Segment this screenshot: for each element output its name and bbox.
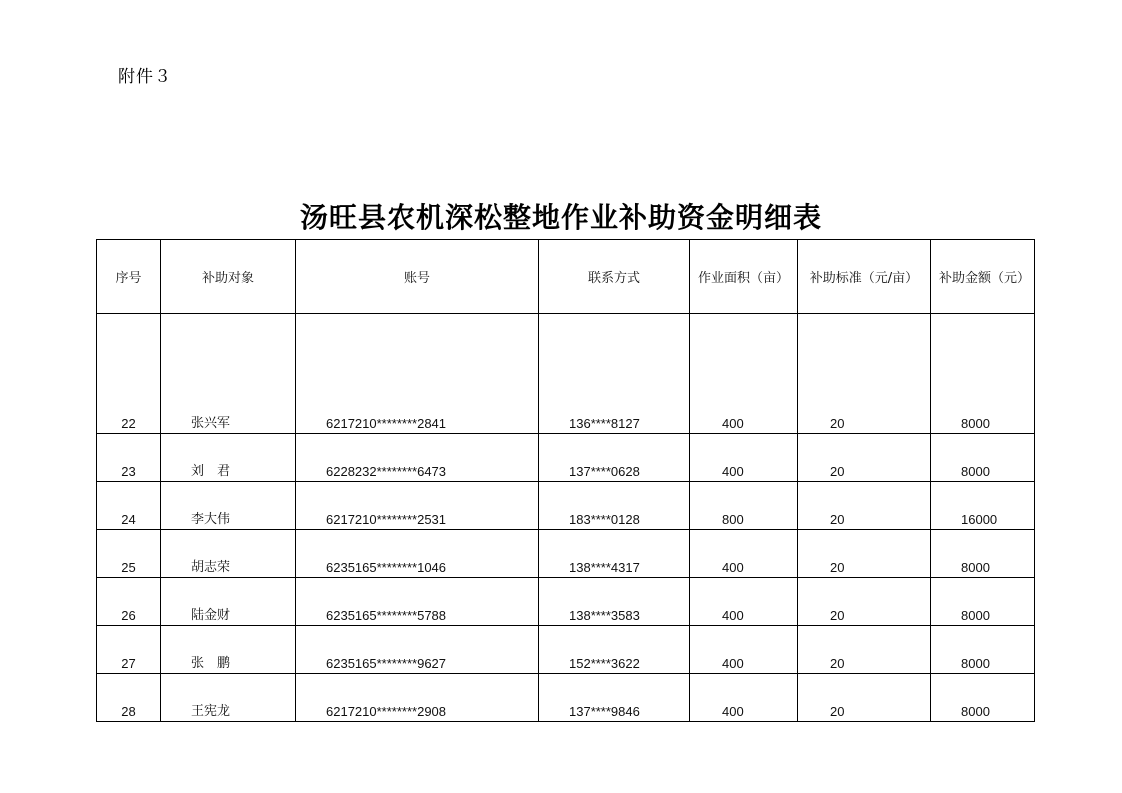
- cell-name: 刘 君: [161, 434, 296, 482]
- cell-name: 陆金财: [161, 578, 296, 626]
- cell-area: 400: [690, 578, 798, 626]
- cell-name: 张 鹏: [161, 626, 296, 674]
- cell-phone: 138****3583: [539, 578, 690, 626]
- table-row: [97, 674, 1035, 722]
- cell-standard: 20: [798, 578, 931, 626]
- cell-amount: 8000: [931, 434, 1035, 482]
- cell-area: 800: [690, 482, 798, 530]
- cell-phone: 136****8127: [539, 314, 690, 434]
- cell-name: 张兴军: [161, 314, 296, 434]
- cell-standard: 20: [798, 626, 931, 674]
- title-text: 汤旺县农机深松整地作业补助资金明细表: [299, 201, 822, 234]
- cell-seq: 22: [97, 314, 161, 434]
- cell-seq: 24: [97, 482, 161, 530]
- cell-amount: 8000: [931, 314, 1035, 434]
- cell-standard: 20: [798, 530, 931, 578]
- cell-account: 6235165********1046: [296, 530, 539, 578]
- cell-standard: 20: [798, 434, 931, 482]
- page-title: [0, 196, 1122, 236]
- cell-area: 400: [690, 530, 798, 578]
- table-row: [97, 578, 1035, 626]
- header-contact: 联系方式: [539, 240, 690, 314]
- cell-phone: 152****3622: [539, 626, 690, 674]
- table-row: [97, 530, 1035, 578]
- header-seq: 序号: [97, 240, 161, 314]
- cell-account: 6217210********2908: [296, 674, 539, 722]
- cell-phone: 138****4317: [539, 530, 690, 578]
- cell-name: 王宪龙: [161, 674, 296, 722]
- header-area: 作业面积（亩）: [690, 240, 798, 314]
- table-header-row: [97, 240, 1035, 314]
- cell-amount: 8000: [931, 626, 1035, 674]
- header-recipient: 补助对象: [161, 240, 296, 314]
- header-standard: 补助标准（元/亩）: [798, 240, 931, 314]
- table-row: [97, 434, 1035, 482]
- cell-phone: 183****0128: [539, 482, 690, 530]
- cell-account: 6235165********9627: [296, 626, 539, 674]
- cell-seq: 28: [97, 674, 161, 722]
- cell-seq: 25: [97, 530, 161, 578]
- cell-account: 6228232********6473: [296, 434, 539, 482]
- cell-account: 6217210********2841: [296, 314, 539, 434]
- header-amount: 补助金额（元）: [931, 240, 1035, 314]
- cell-area: 400: [690, 674, 798, 722]
- table-row: [97, 626, 1035, 674]
- cell-seq: 23: [97, 434, 161, 482]
- cell-area: 400: [690, 314, 798, 434]
- subsidy-table: [96, 239, 1035, 722]
- cell-phone: 137****9846: [539, 674, 690, 722]
- table-row: [97, 482, 1035, 530]
- cell-amount: 8000: [931, 674, 1035, 722]
- cell-name: 胡志荣: [161, 530, 296, 578]
- cell-name: 李大伟: [161, 482, 296, 530]
- cell-standard: 20: [798, 482, 931, 530]
- cell-seq: 27: [97, 626, 161, 674]
- cell-amount: 8000: [931, 530, 1035, 578]
- table-row: [97, 314, 1035, 434]
- cell-account: 6217210********2531: [296, 482, 539, 530]
- cell-amount: 8000: [931, 578, 1035, 626]
- cell-account: 6235165********5788: [296, 578, 539, 626]
- cell-area: 400: [690, 626, 798, 674]
- cell-area: 400: [690, 434, 798, 482]
- attachment-label: 附件３: [118, 67, 172, 87]
- cell-standard: 20: [798, 314, 931, 434]
- cell-amount: 16000: [931, 482, 1035, 530]
- cell-standard: 20: [798, 674, 931, 722]
- header-account: 账号: [296, 240, 539, 314]
- cell-phone: 137****0628: [539, 434, 690, 482]
- cell-seq: 26: [97, 578, 161, 626]
